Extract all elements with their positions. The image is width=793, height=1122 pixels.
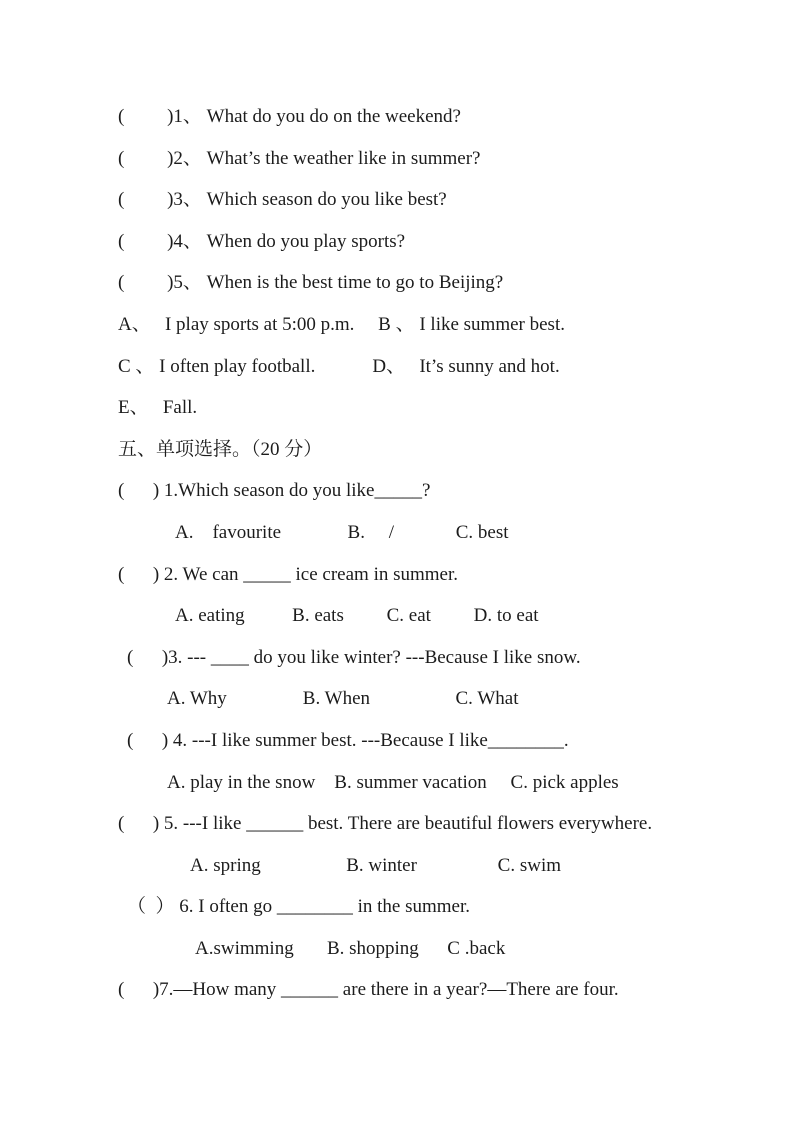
matching-question-2: ( )2、 What’s the weather like in summer? bbox=[118, 147, 481, 169]
mc-question-2-options: A. eating B. eats C. eat D. to eat bbox=[175, 605, 539, 627]
matching-answer-row-e: E、 Fall. bbox=[118, 397, 198, 419]
mc-question-5-stem: ( ) 5. ---I like ______ best. There are beautiful flowers everywhere. bbox=[118, 813, 653, 835]
page-content bbox=[118, 96, 773, 1011]
matching-question-3: ( )3、 Which season do you like best? bbox=[118, 189, 447, 211]
mc-question-2-stem: ( ) 2. We can _____ ice cream in summer. bbox=[118, 563, 459, 585]
matching-question-1: ( )1、 What do you do on the weekend? bbox=[118, 106, 461, 127]
mc-question-3-options: A. Why B. When C. What bbox=[167, 688, 519, 710]
matching-answer-row-cd: C 、 I often play football. D、 It’s sunny and hot. bbox=[118, 355, 560, 377]
mc-question-1-stem: ( ) 1.Which season do you like_____? bbox=[118, 480, 431, 502]
mc-question-7-stem: ( )7.—How many ______ are there in a year?—There are four. bbox=[118, 979, 619, 1001]
matching-question-4: ( )4、 When do you play sports? bbox=[118, 230, 406, 252]
mc-question-6-stem: （ ） 6. I often go ________ in the summer. bbox=[127, 896, 471, 918]
section-five-heading: 五、单项选择。（20 分） bbox=[118, 438, 323, 460]
matching-answer-row-ab: A、 I play sports at 5:00 p.m. B 、 I like summer best. bbox=[118, 313, 565, 335]
mc-question-4-stem: ( ) 4. ---I like summer best. ---Because I like________. bbox=[127, 729, 569, 751]
mc-question-5-options: A. spring B. winter C. swim bbox=[190, 854, 562, 876]
matching-question-5: ( )5、 When is the best time to go to Beijing? bbox=[118, 272, 504, 294]
mc-question-3-stem: ( )3. --- ____ do you like winter? ---Because I like snow. bbox=[127, 646, 581, 668]
mc-question-6-options: A.swimming B. shopping C .back bbox=[195, 937, 506, 959]
mc-question-1-options: A. favourite B. / C. best bbox=[175, 521, 509, 543]
mc-question-4-options: A. play in the snow B. summer vacation C. pick apples bbox=[167, 771, 619, 793]
